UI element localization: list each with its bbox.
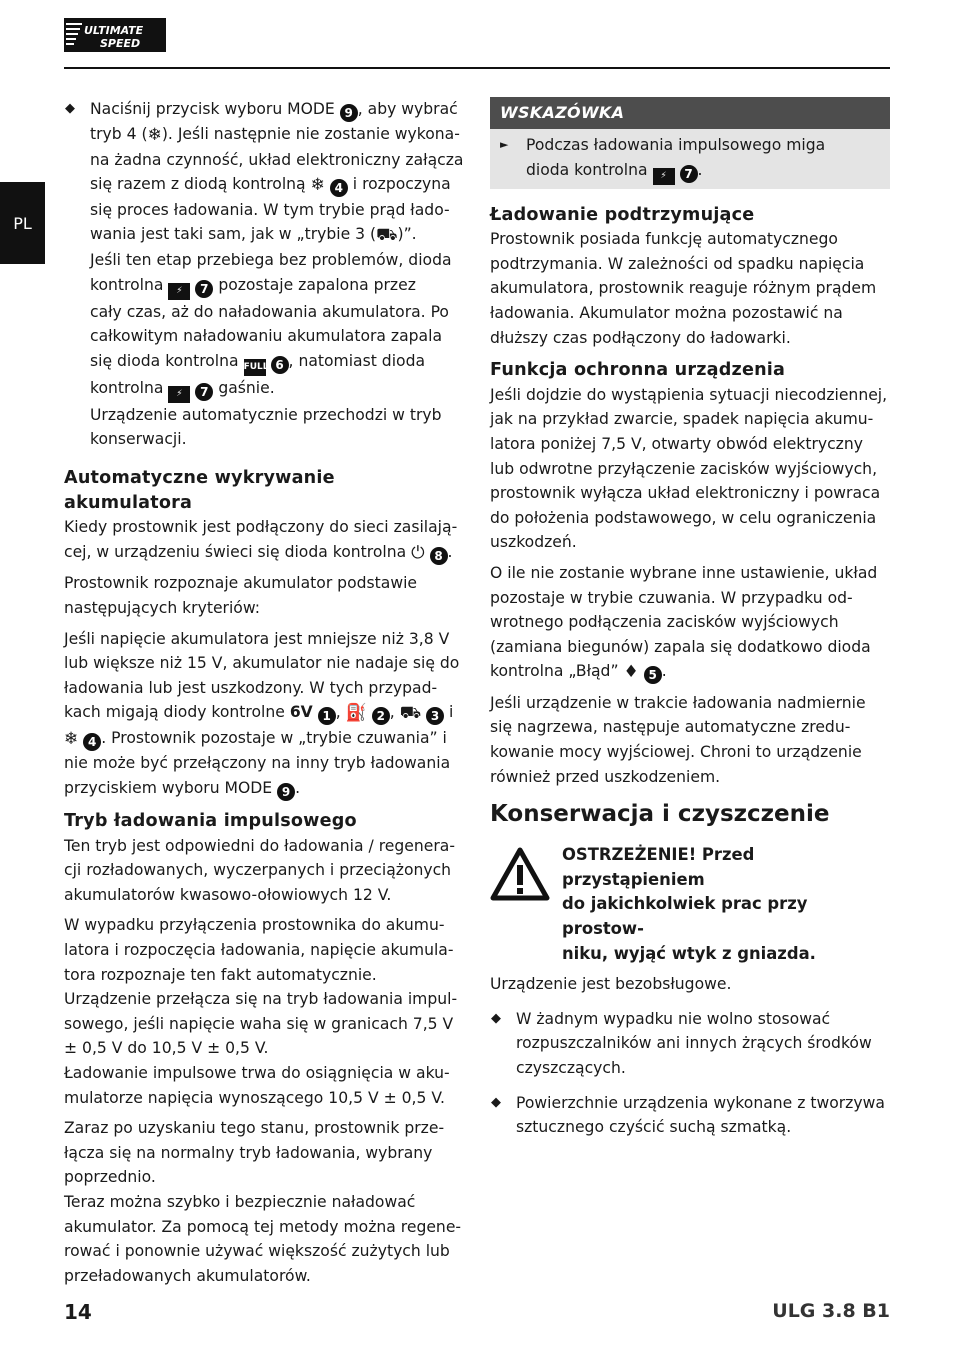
6v-label: 6V xyxy=(289,703,313,722)
heading-auto-detect-2: akumulatora xyxy=(64,492,193,513)
pulse-charge-icon: ⚡ xyxy=(168,283,190,300)
paragraph: Jeśli urządzenie w trakcie ładowania nadmiernie xyxy=(490,693,866,712)
num-9-icon: 9 xyxy=(277,783,295,801)
left-column: ◆ Naciśnij przycisk wyboru MODE 9 , aby wybrać tryb 4 (❄). Jeśli następnie nie zostanie wykona- na żadna czynność, układ elektroniczny załącza się razem z diodą kontrolną ❄ 4 i rozpoczyna się proces ładowania. W tym trybie prąd łado- wania jest taki sam, jak w „trybie 3 (⛟)”. Jeśli ten etap przebiega bez problemów, dioda kontrolna ⚡ 7 pozostaje zapalona przez cały czas, aż do naładowania akumulatora. Po całkowitym naładowaniu akumulatora zapala się dioda kontrolna FULL 6 , natomiast dioda kontrolna ⚡ 7 gaśnie. Urządzenie automatycznie przechodzi w tryb konserwacji. Automatyczne wykrywanie akumulatora Kiedy prostownik jest podłączony do sieci zasilają- cej, w urządzeniu świeci się dioda kontrolna ⏻ 8 . Prostownik rozpoznaje akumulator podstawie następujących kryteriów: Jeśli napięcie akumulatora jest mniejsze niż 3,8 V lub większe niż 15 V, akumulator nie nadaje się do ładowania lub jest uszkodzony. W tych przypad- kach migają diody kontrolne 6V 1 , ⛽ 2 , ⛟ 3 i ❄ 4 . Prostownik pozostaje w „trybie czuwania” i nie może być przełączony na inny tryb ładowania przyciskiem wyboru MODE 9 . Tryb ładowania impulsowego Ten tryb jest odpowiedni do ładowania / regenera- cji rozładowanych, wyczerpanych i przeciążonych akumulatorów kwasowo-ołowiowych 12 V. W wypadku przyłączenia prostownika do akumu- latora i rozpoczęcia ładowania, napięcie akumula- tora rozpoznaje ten fakt automatycznie. Urządzenie przełącza się na tryb ładowania impul- sowego, jeśli napięcie waha się w granicach 7,5 V ± 0,5 V do 10,5 V ± 0,5 V. Ładowanie impulsowe trwa do osiągnięcia w aku- mulatorze napięcia wynoszącego 10,5 V ± 0,5 V. Zaraz po uzyskaniu tego stanu, prostownik prze- łącza się na normalny tryb ładowania, wybrany poprzednio. Teraz można szybko i bezpiecznie naładować akumulator. Za pomocą tej metody można regene- rować i ponownie używać większość zużytych lub przeładowanych akumulatorów. xyxy=(64,97,464,1288)
paragraph: Zaraz po uzyskaniu tego stanu, prostownik prze- xyxy=(64,1119,445,1138)
warning-block: OSTRZEŻENIE! Przed przystąpieniem do jakichkolwiek prac przy prostow- niku, wyjąć wtyk z gniazda. xyxy=(490,843,890,966)
snowflake-icon: ❄ xyxy=(64,728,79,749)
diamond-bullet-icon: ◆ xyxy=(65,101,75,116)
num-4-icon: 4 xyxy=(330,179,348,197)
paragraph: Ten tryb jest odpowiedni do ładowania / regenera- xyxy=(64,836,455,855)
pulse-charge-icon: ⚡ xyxy=(168,386,190,403)
hint-box: WSKAZÓWKA ► Podczas ładowania impulsowego miga dioda kontrolna ⚡ 7 . xyxy=(490,97,890,189)
heading-auto-detect: Automatyczne wykrywanie xyxy=(64,467,335,488)
list-item: ◆ Naciśnij przycisk wyboru MODE 9 , aby wybrać tryb 4 (❄). Jeśli następnie nie zostanie wykona- na żadna czynność, układ elektroniczny załącza się razem z diodą kontrolną ❄ 4 i rozpoczyna się proces ładowania. W tym trybie prąd łado- wania jest taki sam, jak w „trybie 3 (⛟)”. Jeśli ten etap przebiega bez problemów, dioda kontrolna ⚡ 7 pozostaje zapalona przez cały czas, aż do naładowania akumulatora. Po całkowitym naładowaniu akumulatora zapala się dioda kontrolna FULL 6 , natomiast dioda kontrolna ⚡ 7 gaśnie. Urządzenie automatycznie przechodzi w tryb konserwacji. xyxy=(64,97,464,452)
paragraph: O ile nie zostanie wybrane inne ustawienie, układ xyxy=(490,563,878,582)
arrow-bullet-icon: ► xyxy=(500,138,509,151)
pulse-charge-icon: ⚡ xyxy=(653,168,675,185)
full-battery-icon: FULL xyxy=(244,359,266,376)
num-4-icon: 4 xyxy=(83,733,101,751)
paragraph: Jeśli napięcie akumulatora jest mniejsze niż 3,8 V xyxy=(64,629,450,648)
motorcycle-battery-icon: ⛽ xyxy=(345,703,367,724)
heading-care-cleaning: Konserwacja i czyszczenie xyxy=(490,801,830,828)
svg-text:ULTIMATE: ULTIMATE xyxy=(84,24,144,37)
hint-title: WSKAZÓWKA xyxy=(490,97,890,129)
warning-triangle-icon xyxy=(490,847,550,901)
snowflake-icon: ❄ xyxy=(147,125,162,145)
power-icon: ⏻ xyxy=(411,542,425,563)
num-7-icon: 7 xyxy=(195,383,213,401)
num-8-icon: 8 xyxy=(430,547,448,565)
header-rule xyxy=(64,67,890,69)
num-7-icon: 7 xyxy=(680,165,698,183)
list-item: ◆ Powierzchnie urządzenia wykonane z tworzywa sztucznego czyścić suchą szmatką. xyxy=(490,1091,890,1140)
list-item: ◆ W żadnym wypadku nie wolno stosować rozpuszczalników ani innych żrących środków czyszczących. xyxy=(490,1007,890,1081)
paragraph: Urządzenie jest bezobsługowe. xyxy=(490,975,732,994)
num-7-icon: 7 xyxy=(195,280,213,298)
brand-logo xyxy=(64,18,166,52)
heading-impulse: Tryb ładowania impulsowego xyxy=(64,811,357,832)
car-battery-icon: ⛟ xyxy=(399,703,422,724)
snowflake-icon: ❄ xyxy=(310,175,325,196)
num-5-icon: 5 xyxy=(644,666,662,684)
num-6-icon: 6 xyxy=(271,356,289,374)
model-name: ULG 3.8 B1 xyxy=(772,1300,890,1322)
heading-protection: Funkcja ochronna urządzenia xyxy=(490,360,786,381)
language-tab: PL xyxy=(0,182,45,264)
svg-text:SPEED: SPEED xyxy=(100,37,141,50)
right-column: WSKAZÓWKA ► Podczas ładowania impulsowego miga dioda kontrolna ⚡ 7 . Ładowanie podtrzymujące Prostownik posiada funkcję automatycznego podtrzymania. W zależności od spadku napięcia akumulatora, prostownik reaguje różnym prądem ładowania. Akumulator można pozostawić na dłuższy czas podłączony do ładowarki. Funkcja ochronna urządzenia Jeśli dojdzie do wystąpienia sytuacji niecodziennej, jak na przykład zwarcie, spadek napięcia akumu- latora poniżej 7,5 V, otwarty obwód elektryczny lub odwrotne przyłączenie zacisków wyjściowych, prostownik wyłącza układ elektroniczny i powraca do położenia podstawowego, w celu ograniczenia uszkodzeń. O ile nie zostanie wybrane inne ustawienie, układ pozostaje w trybie czuwania. W przypadku od- wrotnego podłączenia zacisków wyjściowych (zamiana biegunów) zapala się dodatkowo dioda kontrolna „Błąd” ♦ 5 . Jeśli urządzenie w trakcie ładowania nadmiernie się nagrzewa, następuje automatyczne zredu- kowanie mocy wyjściowej. Chroni to urządzenie również przed uszkodzeniem. Konserwacja i czyszczenie OSTRZEŻENIE! Przed przystąpieniem do jakichkolwiek prac przy prostow- niku, wyjąć wtyk z gniazda. Urządzenie jest bezobsługowe. ◆ W żadnym wypadku nie wolno stosować rozpuszczalników ani innych żrących środków czyszczących. ◆ Powierzchnie urządzenia wykonane z tworzywa sztucznego czyścić suchą szmatką. xyxy=(490,97,890,1140)
paragraph: W wypadku przyłączenia prostownika do akumu- xyxy=(64,916,445,935)
num-1-icon: 1 xyxy=(318,707,336,725)
page-number: 14 xyxy=(64,1300,92,1324)
diamond-bullet-icon: ◆ xyxy=(491,1010,501,1026)
num-2-icon: 2 xyxy=(372,707,390,725)
num-9-icon: 9 xyxy=(340,104,358,122)
car-battery-icon: ⛟ xyxy=(376,225,398,246)
paragraph: Jeśli dojdzie do wystąpienia sytuacji niecodziennej, xyxy=(490,385,888,404)
num-3-icon: 3 xyxy=(426,707,444,725)
heading-maintenance-charge: Ładowanie podtrzymujące xyxy=(490,204,755,225)
diamond-bullet-icon: ◆ xyxy=(491,1094,501,1110)
paragraph: Prostownik posiada funkcję automatycznego xyxy=(490,230,838,249)
paragraph: Prostownik rozpoznaje akumulator podstawie xyxy=(64,574,417,593)
paragraph: Kiedy prostownik jest podłączony do sieci zasilają- xyxy=(64,518,458,537)
error-icon: ♦ xyxy=(623,662,639,683)
